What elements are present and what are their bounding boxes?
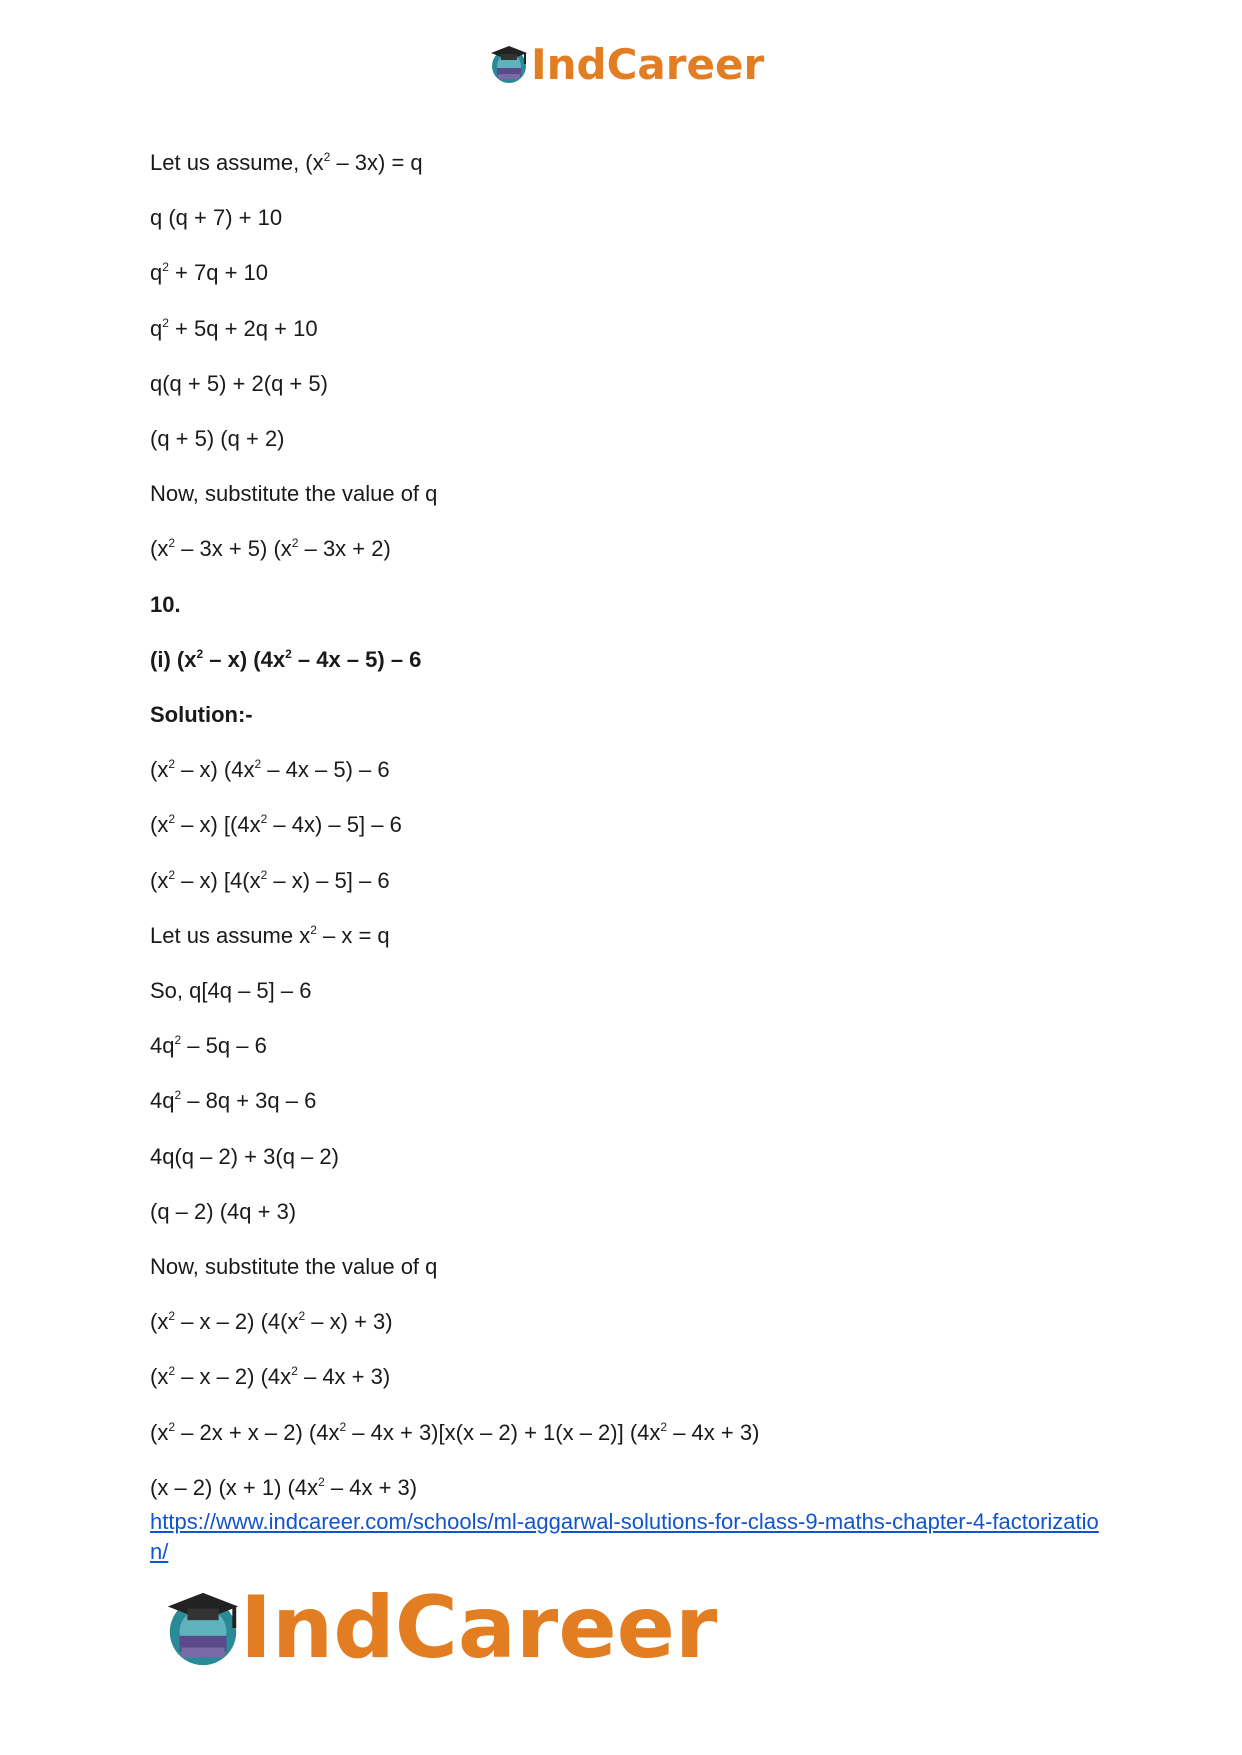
text-line: 4q(q – 2) + 3(q – 2) bbox=[150, 1144, 339, 1169]
text-line: $(x^2 - x)$ $(4x^2 - 4x - 5) - 6$ bbox=[150, 757, 390, 782]
text-line: $4q^2 - 5q - 6$ bbox=[150, 1033, 267, 1058]
text-line: (i) $(x^2 - x)$ $(4x^2 - 4x - 5) - 6$ bbox=[150, 647, 422, 672]
text-line: Let us assume $x^2 - x = q$ bbox=[150, 923, 390, 948]
text-line: Now, substitute the value of q bbox=[150, 481, 438, 506]
footer-logo bbox=[160, 1578, 717, 1678]
text-line: $(x^2 - x)$ $[4(x^2 - x) - 5] - 6$ bbox=[150, 868, 390, 893]
text-line: $4q^2 - 8q + 3q - 6$ bbox=[150, 1088, 317, 1113]
text-line: $q^2 + 5q + 2q + 10$ bbox=[150, 316, 318, 341]
graduation-cap-globe-icon bbox=[160, 1585, 246, 1671]
text-line: $(x^2 - 2x + x - 2)$ $(4x^2 - 4x + 3)[x(x - 2) + 1(x - 2)]$ $(4x^2 - 4x + 3)$ bbox=[150, 1420, 760, 1445]
text-line: So, q[4q – 5] – 6 bbox=[150, 978, 312, 1003]
text-line: (x – 2) (x + 1) $(4x^2 - 4x + 3)$ bbox=[150, 1475, 418, 1500]
footer-logo-wordmark: IndCareer bbox=[240, 1578, 718, 1678]
graduation-cap-globe-icon bbox=[487, 42, 531, 86]
text-line: (q + 5) (q + 2) bbox=[150, 426, 285, 451]
text-line: q (q + 7) + 10 bbox=[150, 205, 283, 230]
text-line: q(q + 5) + 2(q + 5) bbox=[150, 371, 328, 396]
header-logo-wordmark: IndCareer bbox=[531, 39, 765, 89]
header-logo bbox=[487, 38, 764, 90]
text-line: (q – 2) (4q + 3) bbox=[150, 1199, 297, 1224]
text-line: 10. bbox=[150, 592, 181, 617]
text-line: ($x^2$ – x – 2) $(4x^2 - 4x + 3)$ bbox=[150, 1364, 391, 1389]
text-line: $q^2 + 7q + 10$ bbox=[150, 260, 269, 285]
text-line: $(x^2 - 3x + 5)$ $(x^2 - 3x + 2)$ bbox=[150, 536, 391, 561]
text-line: Let us assume, $(x^2 - 3x) = q$ bbox=[150, 150, 423, 175]
text-line: Solution:- bbox=[150, 702, 253, 727]
text-line: Now, substitute the value of q bbox=[150, 1254, 438, 1279]
text-line: ($x^2$ – x – 2) $(4(x^2 - x) + 3)$ bbox=[150, 1309, 393, 1334]
text-line: $(x^2 - x)$ $[(4x^2 - 4x) - 5] - 6$ bbox=[150, 812, 402, 837]
source-link[interactable]: https://www.indcareer.com/schools/ml-aggarwal-solutions-for-class-9-maths-chapter-4-factorization/ bbox=[150, 1509, 1099, 1564]
